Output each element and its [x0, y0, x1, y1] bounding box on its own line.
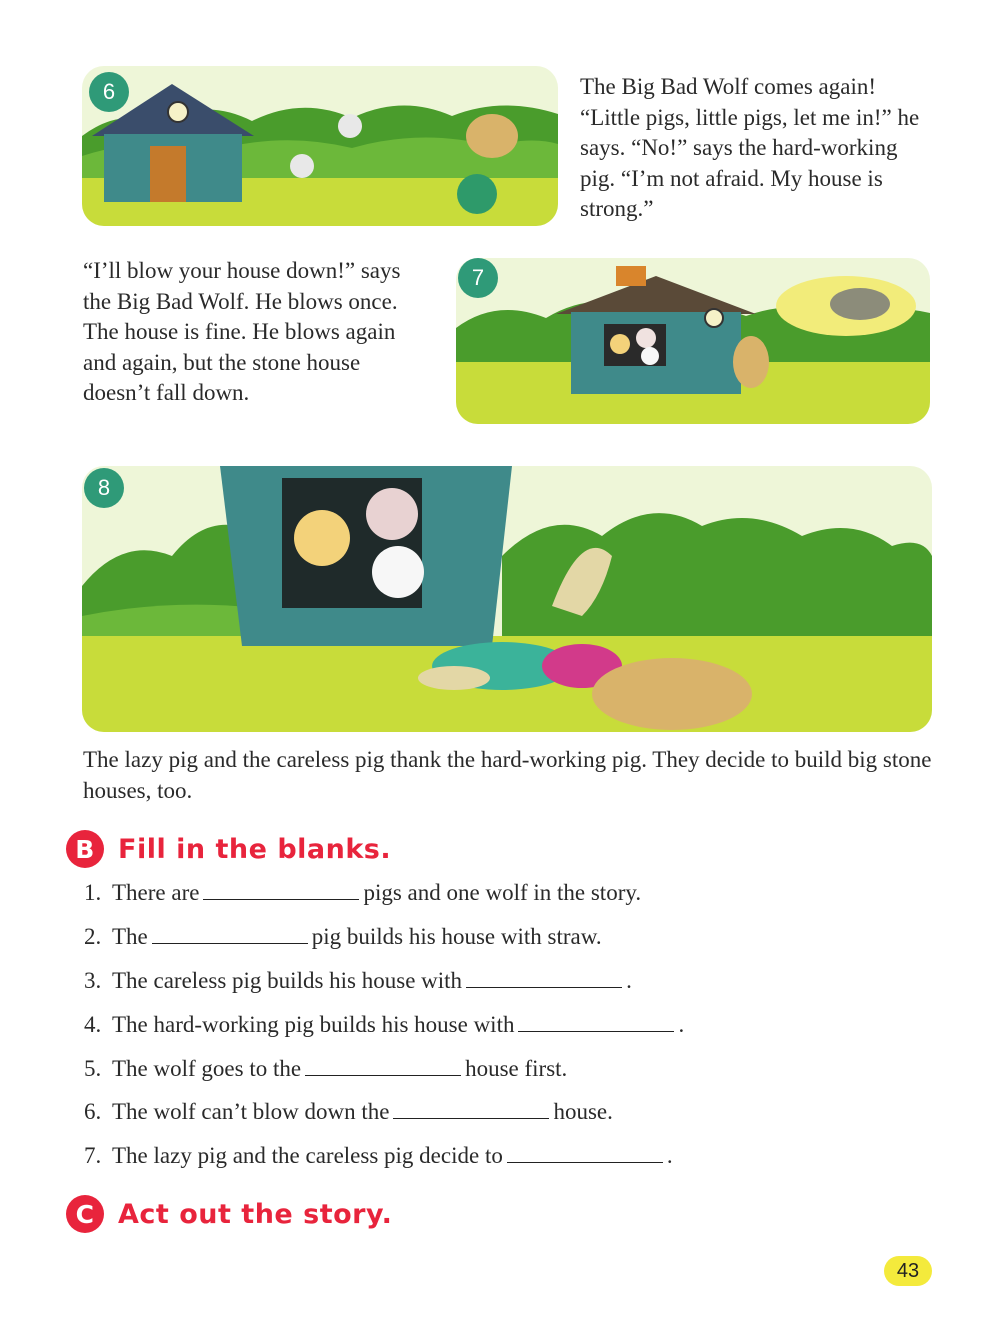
- section-c-heading: [66, 1195, 392, 1233]
- item-text-after: house.: [553, 1099, 613, 1124]
- item-number: 1.: [84, 880, 102, 905]
- answer-blank[interactable]: [466, 969, 622, 988]
- item-number: 7.: [84, 1143, 102, 1168]
- section-b-letter: B: [66, 830, 104, 868]
- answer-blank[interactable]: [507, 1144, 663, 1163]
- item-text-after: .: [666, 1143, 673, 1168]
- panel-6-text: The Big Bad Wolf comes again! “Little pigs, little pigs, let me in!” he says. “No!” says the hard-working pig. “I’m not afraid. My house is strong.”: [580, 74, 920, 222]
- item-number: 6.: [84, 1099, 102, 1124]
- answer-blank[interactable]: [305, 1057, 461, 1076]
- fill-blank-item-5: [84, 1056, 567, 1082]
- answer-blank[interactable]: [518, 1013, 674, 1032]
- item-text-before: The: [112, 924, 148, 949]
- fill-blank-item-6: [84, 1099, 613, 1125]
- panel-7-text: “I’ll blow your house down!” says the Big Bad Wolf. He blows once. The house is fine. He blows again and again, but the stone house doesn’t fall down.: [83, 258, 401, 406]
- fill-blank-item-4: [84, 1012, 684, 1038]
- item-text-after: pig builds his house with straw.: [311, 924, 602, 949]
- fill-blank-item-3: [84, 968, 632, 994]
- illustration-panel-8: [82, 466, 932, 732]
- item-number: 3.: [84, 968, 102, 993]
- fill-blank-item-2: [84, 924, 602, 950]
- section-b-heading: [66, 830, 391, 868]
- item-text-after: house first.: [465, 1056, 568, 1081]
- item-text-before: The lazy pig and the careless pig decide to: [112, 1143, 503, 1168]
- panel-7-badge: 7: [458, 258, 498, 298]
- item-number: 4.: [84, 1012, 102, 1037]
- answer-blank[interactable]: [152, 925, 308, 944]
- item-text-before: The wolf goes to the: [112, 1056, 302, 1081]
- illustration-panel-6: [82, 66, 558, 226]
- illustration-panel-7: [456, 258, 930, 424]
- panel-8-text: The lazy pig and the careless pig thank the hard-working pig. They decide to build big stone houses, too.: [83, 747, 932, 803]
- answer-blank[interactable]: [393, 1100, 549, 1119]
- item-text-after: .: [626, 968, 632, 993]
- answer-blank[interactable]: [203, 881, 359, 900]
- panel-8-badge: 8: [84, 468, 124, 508]
- item-text-before: The hard-working pig builds his house with: [112, 1012, 515, 1037]
- section-b-title: Fill in the blanks.: [118, 833, 392, 865]
- page-number: 43: [884, 1256, 932, 1286]
- fill-blank-item-7: [84, 1143, 673, 1169]
- section-c-letter: C: [66, 1195, 104, 1233]
- section-c-title: Act out the story.: [118, 1198, 393, 1230]
- item-text-before: The careless pig builds his house with: [112, 968, 463, 993]
- panel-6-badge: 6: [89, 72, 129, 112]
- item-text-after: pigs and one wolf in the story.: [363, 880, 642, 905]
- fill-blank-item-1: [84, 880, 641, 906]
- item-text-before: There are: [112, 880, 200, 905]
- item-text-before: The wolf can’t blow down the: [112, 1099, 390, 1124]
- item-number: 5.: [84, 1056, 102, 1081]
- item-number: 2.: [84, 924, 102, 949]
- item-text-after: .: [678, 1012, 685, 1037]
